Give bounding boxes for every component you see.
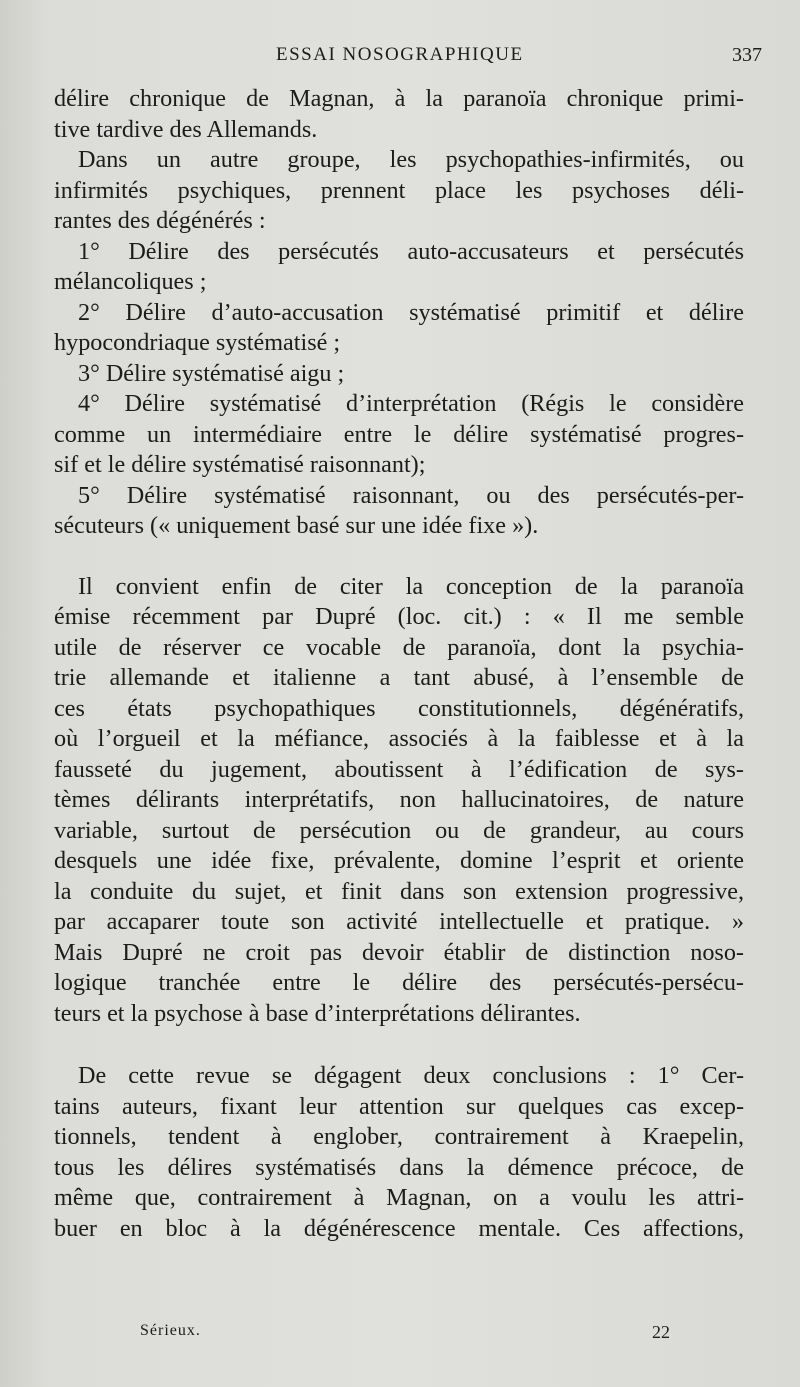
text-line: De cette revue se dégagent deux conclusions : 1° Cer-	[78, 1062, 744, 1089]
list-item-line: 2° Délire d’auto-accusation systématisé primitif et délire	[78, 298, 744, 326]
list-item-line: sécuteurs (« uniquement basé sur une idée fixe »).	[54, 512, 539, 539]
list-item-line: 4° Délire systématisé d’interprétation (Régis le considère	[78, 390, 744, 417]
text-line: tionnels, tendent à englober, contrairement à Kraepelin,	[54, 1123, 744, 1150]
text-line: teurs et la psychose à base d’interprétations délirantes.	[54, 999, 581, 1027]
text-line: fausseté du jugement, aboutissent à l’édification de sys-	[54, 755, 744, 783]
text-line: même que, contrairement à Magnan, on a voulu les attri-	[54, 1184, 744, 1211]
page-footer	[140, 1322, 670, 1348]
list-item-line: 1° Délire des persécutés auto-accusateurs et persécutés	[78, 237, 744, 265]
text-line: tains auteurs, fixant leur attention sur quelques cas excep-	[54, 1092, 744, 1120]
text-line: tèmes délirants interprétatifs, non hallucinatoires, de nature	[54, 786, 744, 813]
text-line: buer en bloc à la dégénérescence mentale. Ces affections,	[54, 1214, 744, 1242]
text-line: tous les délires systématisés dans la démence précoce, de	[54, 1153, 744, 1181]
text-line: logique tranchée entre le délire des persécutés-persécu-	[54, 969, 744, 996]
list-item-line: mélancoliques ;	[54, 268, 207, 295]
list-item-line: sif et le délire systématisé raisonnant);	[54, 451, 426, 478]
text-line: émise récemment par Dupré (loc. cit.) : « Il me semble	[54, 603, 744, 630]
paragraph-gap	[54, 542, 744, 572]
list-item-line: 5° Délire systématisé raisonnant, ou des persécutés-per-	[78, 481, 744, 509]
text-line: tive tardive des Allemands.	[54, 115, 318, 143]
text-line: Dans un autre groupe, les psychopathies-infirmités, ou	[78, 146, 744, 173]
sheet-number: 22	[652, 1322, 670, 1342]
text-line: trie allemande et italienne a tant abusé, à l’ensemble de	[54, 664, 744, 691]
text-line: Mais Dupré ne croit pas devoir établir de distinction noso-	[54, 938, 744, 966]
text-line: infirmités psychiques, prennent place les psychoses déli-	[54, 176, 744, 204]
text-line: ces états psychopathiques constitutionnels, dégénératifs,	[54, 694, 744, 722]
text-line: la conduite du sujet, et finit dans son extension progressive,	[54, 877, 744, 905]
text-line: délire chronique de Magnan, à la paranoïa chronique primi-	[54, 85, 744, 112]
page-header	[60, 44, 772, 74]
page-number: 337	[732, 44, 762, 66]
text-line: où l’orgueil et la méfiance, associés à la faiblesse et à la	[54, 725, 744, 752]
list-item-line: comme un intermédiaire entre le délire systématisé progres-	[54, 420, 744, 448]
text-line: par accaparer toute son activité intellectuelle et pratique. »	[54, 908, 744, 935]
signature-mark: Sérieux.	[140, 1322, 201, 1339]
text-line: variable, surtout de persécution ou de grandeur, au cours	[54, 816, 744, 844]
list-item-line: 3° Délire systématisé aigu ;	[78, 359, 345, 387]
text-line: rantes des dégénérés :	[54, 207, 266, 234]
running-title: ESSAI NOSOGRAPHIQUE	[276, 44, 524, 65]
text-line: desquels une idée fixe, prévalente, domine l’esprit et oriente	[54, 847, 744, 874]
paragraph-gap	[54, 1029, 744, 1061]
text-line: utile de réserver ce vocable de paranoïa, dont la psychia-	[54, 633, 744, 661]
text-line: Il convient enfin de citer la conception de la paranoïa	[78, 572, 744, 600]
list-item-line: hypocondriaque systématisé ;	[54, 329, 341, 356]
page-body	[54, 84, 744, 1244]
